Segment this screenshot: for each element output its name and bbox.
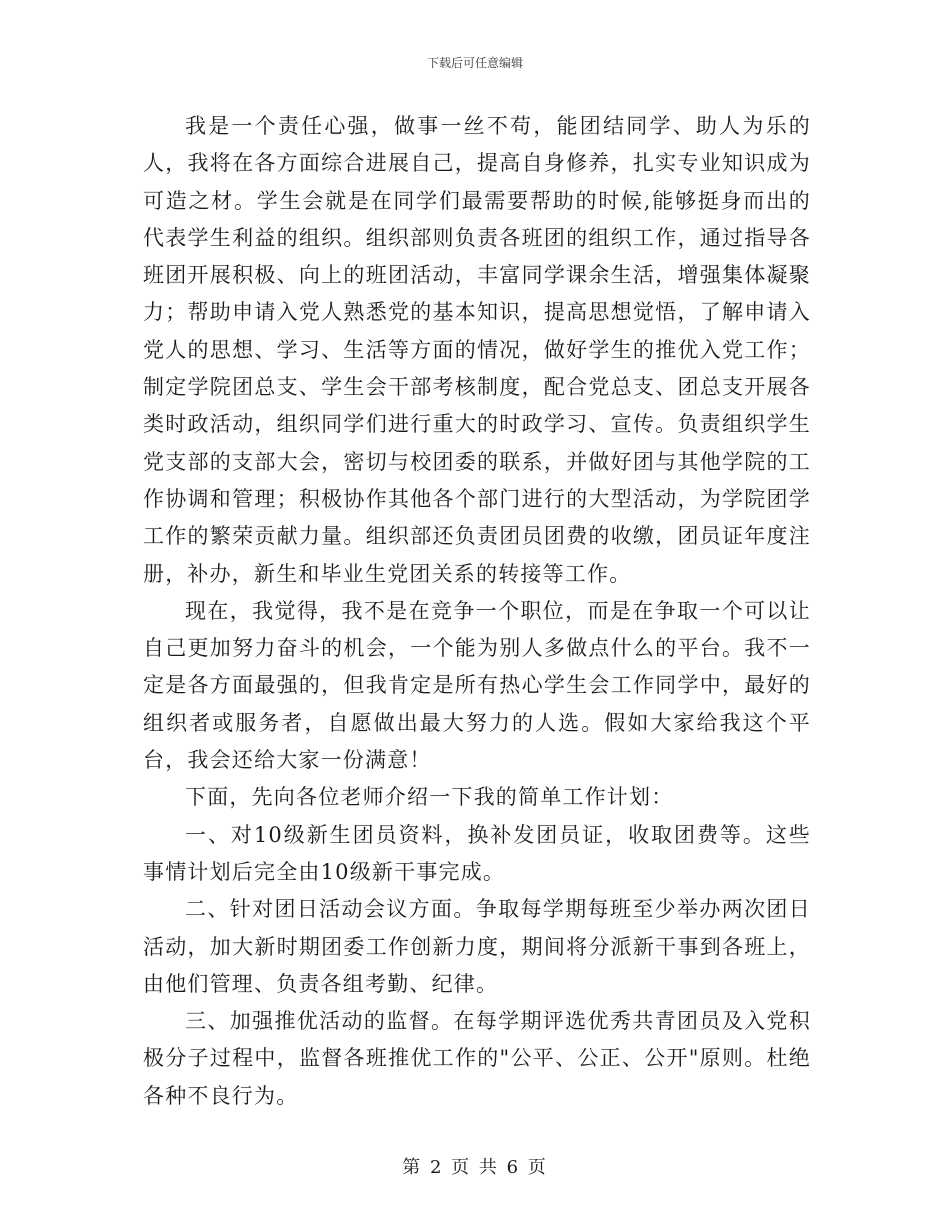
document-body: [143, 108, 811, 1115]
paragraph-self-introduction: 我是一个责任心强，做事一丝不苟，能团结同学、助人为乐的人，我将在各方面综合进展自己，提高自身修养，扎实专业知识成为可造之材。学生会就是在同学们最需要帮助的时候,能够挺身而出的代表学生利益的组织。组织部则负责各班团的组织工作，通过指导各班团开展积极、向上的班团活动，丰富同学课余生活，增强集体凝聚力；帮助申请入党人熟悉党的基本知识，提高思想觉悟，了解申请入党人的思想、学习、生活等方面的情况，做好学生的推优入党工作；制定学院团总支、学生会干部考核制度，配合党总支、团总支开展各类时政活动，组织同学们进行重大的时政学习、宣传。负责组织学生党支部的支部大会，密切与校团委的联系，并做好团与其他学院的工作协调和管理；积极协作其他各个部门进行的大型活动，为学院团学工作的繁荣贡献力量。组织部还负责团员团费的收缴，团员证年度注册，补办，新生和毕业生党团关系的转接等工作。: [143, 114, 811, 586]
paragraph-plan-item-1: 一、对10级新生团员资料，换补发团员证，收取团费等。这些事情计划后完全由10级新干事完成。: [143, 822, 811, 884]
page-number-label: 第 2 页 共 6 页: [402, 1157, 548, 1178]
page-number-footer: [0, 1153, 950, 1179]
paragraph-motivation: 现在，我觉得，我不是在竞争一个职位，而是在争取一个可以让自己更加努力奋斗的机会，一个能为别人多做点什么的平台。我不一定是各方面最强的，但我肯定是所有热心学生会工作同学中，最好的组织者或服务者，自愿做出最大努力的人选。假如大家给我这个平台，我会还给大家一份满意！: [143, 598, 811, 773]
paragraph-plan-intro: 下面，先向各位老师介绍一下我的简单工作计划：: [185, 785, 674, 810]
header-note: 下载后可任意编辑: [426, 56, 523, 70]
paragraph-plan-item-2: 二、针对团日活动会议方面。争取每学期每班至少举办两次团日活动，加大新时期团委工作创新力度，期间将分派新干事到各班上，由他们管理、负责各组考勤、纪律。: [143, 897, 811, 996]
paragraph-plan-item-3: 三、加强推优活动的监督。在每学期评选优秀共青团员及入党积极分子过程中，监督各班推优工作的"公平、公正、公开"原则。杜绝各种不良行为。: [143, 1009, 811, 1108]
